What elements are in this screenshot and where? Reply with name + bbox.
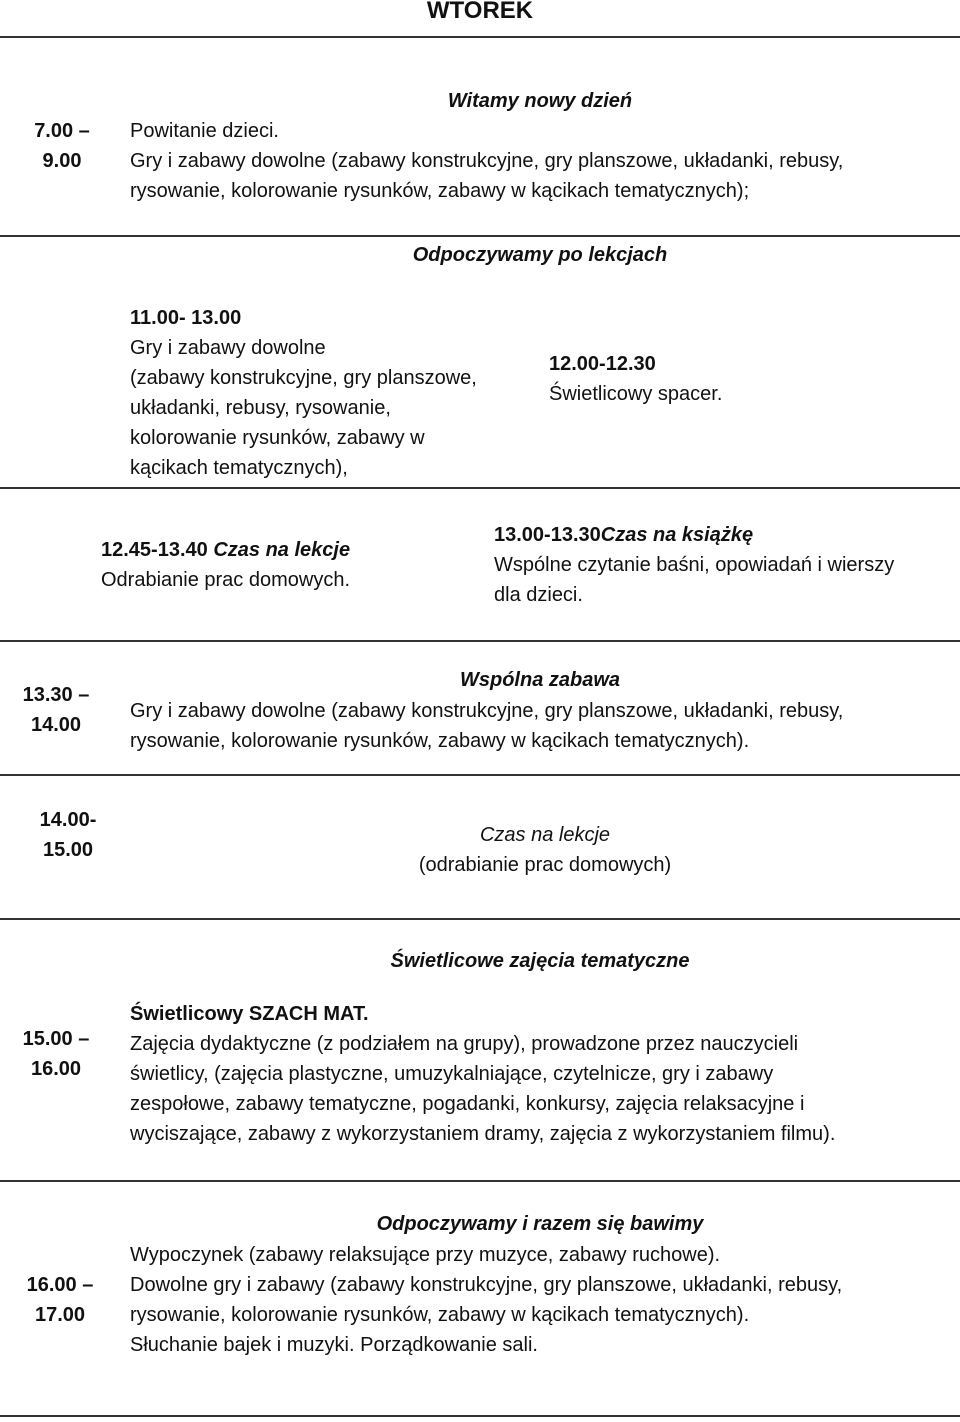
section-body bbox=[130, 116, 960, 206]
time-range bbox=[10, 116, 114, 176]
activity-title: Świetlicowy SZACH MAT. bbox=[130, 1003, 369, 1025]
body-line: Gry i zabawy dowolne (zabawy konstrukcyjne, gry planszowe, układanki, rebusy, bbox=[130, 700, 844, 722]
section-body bbox=[130, 1240, 960, 1360]
activity-label: Czas na lekcje bbox=[213, 539, 351, 561]
section-body bbox=[130, 999, 960, 1149]
time-range bbox=[4, 1024, 108, 1084]
activity-time: 12.00-12.30 bbox=[549, 353, 656, 375]
body-line: zespołowe, zabawy tematyczne, pogadanki, konkursy, zajęcia relaksacyjne i bbox=[130, 1093, 805, 1115]
time-range bbox=[4, 680, 108, 740]
body-line: kolorowanie rysunków, zabawy w bbox=[130, 427, 425, 449]
body-line: Zajęcia dydaktyczne (z podziałem na grupy), prowadzone przez nauczycieli bbox=[130, 1033, 799, 1055]
time-end: 16.00 bbox=[30, 1058, 82, 1080]
time-start: 16.00 – bbox=[26, 1274, 94, 1296]
activity-label: Czas na książkę bbox=[600, 524, 754, 546]
divider bbox=[0, 487, 960, 489]
time-start: 13.30 – bbox=[22, 684, 90, 706]
body-line: Wypoczynek (zabawy relaksujące przy muzyce, zabawy ruchowe). bbox=[130, 1244, 721, 1266]
time-end: 9.00 bbox=[42, 150, 82, 172]
divider bbox=[0, 918, 960, 920]
section-heading: Witamy nowy dzień bbox=[447, 90, 633, 112]
body-line: Odrabianie prac domowych. bbox=[101, 569, 351, 591]
body-line: świetlicy, (zajęcia plastyczne, umuzykalniające, czytelnicze, gry i zabawy bbox=[130, 1063, 774, 1085]
section-body bbox=[345, 820, 745, 880]
time-end: 15.00 bbox=[42, 839, 94, 861]
body-line: rysowanie, kolorowanie rysunków, zabawy w kącikach tematycznych). bbox=[130, 1304, 750, 1326]
time-end: 14.00 bbox=[30, 714, 82, 736]
time-start: 7.00 – bbox=[34, 120, 90, 142]
activity-block bbox=[130, 303, 550, 483]
body-line: rysowanie, kolorowanie rysunków, zabawy w kącikach tematycznych). bbox=[130, 730, 750, 752]
section-heading: Odpoczywamy i razem się bawimy bbox=[376, 1213, 704, 1235]
body-line: (odrabianie prac domowych) bbox=[418, 854, 672, 876]
divider bbox=[0, 640, 960, 642]
time-range bbox=[16, 805, 120, 865]
time-start: 15.00 – bbox=[22, 1028, 90, 1050]
page-title: WTOREK bbox=[426, 0, 534, 24]
body-line: Powitanie dzieci. bbox=[130, 120, 279, 142]
body-line: układanki, rebusy, rysowanie, bbox=[130, 397, 391, 419]
section-body bbox=[130, 696, 960, 756]
divider bbox=[0, 36, 960, 38]
activity-block bbox=[101, 535, 481, 595]
activity-block bbox=[494, 520, 960, 610]
section-heading: Wspólna zabawa bbox=[459, 669, 621, 691]
divider bbox=[0, 774, 960, 776]
body-line: wyciszające, zabawy z wykorzystaniem dramy, zajęcia z wykorzystaniem filmu). bbox=[130, 1123, 836, 1145]
activity-time: 13.00-13.30 bbox=[494, 524, 601, 546]
body-line: Słuchanie bajek i muzyki. Porządkowanie sali. bbox=[130, 1334, 538, 1356]
body-line: Dowolne gry i zabawy (zabawy konstrukcyjne, gry planszowe, układanki, rebusy, bbox=[130, 1274, 843, 1296]
body-line: Wspólne czytanie baśni, opowiadań i wierszy bbox=[494, 554, 895, 576]
section-heading: Odpoczywamy po lekcjach bbox=[412, 244, 668, 266]
body-line: Świetlicowy spacer. bbox=[549, 383, 723, 405]
body-line: rysowanie, kolorowanie rysunków, zabawy w kącikach tematycznych); bbox=[130, 180, 750, 202]
body-line: kącikach tematycznych), bbox=[130, 457, 348, 479]
section-heading: Czas na lekcje bbox=[479, 824, 611, 846]
activity-block bbox=[549, 349, 949, 409]
time-range bbox=[8, 1270, 112, 1330]
activity-time: 12.45-13.40 bbox=[101, 539, 208, 561]
divider bbox=[0, 1180, 960, 1182]
body-line: Gry i zabawy dowolne bbox=[130, 337, 326, 359]
section-heading: Świetlicowe zajęcia tematyczne bbox=[390, 950, 690, 972]
time-end: 17.00 bbox=[34, 1304, 86, 1326]
body-line: dla dzieci. bbox=[494, 584, 583, 606]
body-line: (zabawy konstrukcyjne, gry planszowe, bbox=[130, 367, 477, 389]
time-start: 14.00- bbox=[39, 809, 97, 831]
divider bbox=[0, 1415, 960, 1417]
body-line: Gry i zabawy dowolne (zabawy konstrukcyjne, gry planszowe, układanki, rebusy, bbox=[130, 150, 844, 172]
activity-time: 11.00- 13.00 bbox=[130, 307, 242, 329]
divider bbox=[0, 235, 960, 237]
